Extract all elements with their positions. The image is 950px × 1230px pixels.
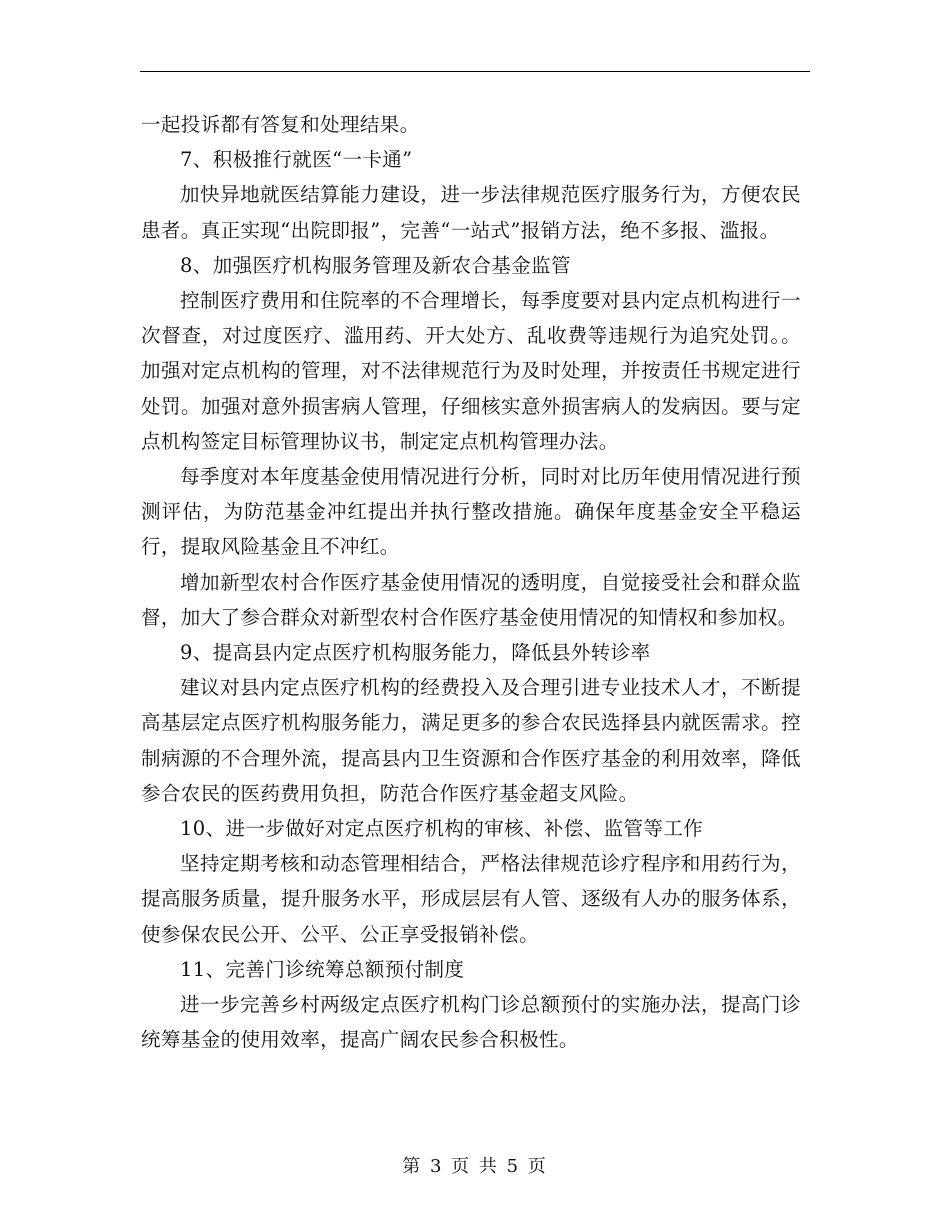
section-heading-11: 11、完善门诊统筹总额预付制度 <box>180 957 465 981</box>
document-body <box>141 107 801 1057</box>
paragraph: 坚持定期考核和动态管理相结合，严格法律规范诊疗程序和用药行为，提高服务质量，提升服务水平，形成层层有人管、逐级有人办的服务体系，使参保农民公开、公平、公正享受报销补偿。 <box>141 852 801 946</box>
paragraph: 建议对县内定点医疗机构的经费投入及合理引进专业技术人才，不断提高基层定点医疗机构服务能力，满足更多的参合农民选择县内就医需求。控制病源的不合理外流，提高县内卫生资源和合作医疗基金的利用效率，降低参合农民的医药费用负担，防范合作医疗基金超支风险。 <box>141 676 801 805</box>
section-heading-9: 9、提高县内定点医疗机构服务能力，降低县外转诊率 <box>180 641 651 665</box>
paragraph: 每季度对本年度基金使用情况进行分析，同时对比历年使用情况进行预测评估，为防范基金冲红提出并执行整改措施。确保年度基金安全平稳运行，提取风险基金且不冲红。 <box>141 465 801 559</box>
page-number-footer: 第 3 页 共 5 页 <box>402 1156 548 1177</box>
paragraph: 加快异地就医结算能力建设，进一步法律规范医疗服务行为，方便农民患者。真正实现“出院即报”，完善“一站式”报销方法，绝不多报、滥报。 <box>141 183 801 242</box>
section-heading-7: 7、积极推行就医“一卡通” <box>180 148 413 172</box>
paragraph: 进一步完善乡村两级定点医疗机构门诊总额预付的实施办法，提高门诊统筹基金的使用效率，提高广阔农民参合积极性。 <box>141 993 801 1052</box>
paragraph: 控制医疗费用和住院率的不合理增长，每季度要对县内定点机构进行一次督查，对过度医疗、滥用药、开大处方、乱收费等违规行为追究处罚。。加强对定点机构的管理，对不法律规范行为及时处理，并按责任书规定进行处罚。加强对意外损害病人管理，仔细核实意外损害病人的发病因。要与定点机构签定目标管理协议书，制定定点机构管理办法。 <box>141 289 801 453</box>
paragraph-continued: 一起投诉都有答复和处理结果。 <box>141 113 420 136</box>
section-heading-10: 10、进一步做好对定点医疗机构的审核、补偿、监管等工作 <box>180 817 704 841</box>
paragraph: 增加新型农村合作医疗基金使用情况的透明度，自觉接受社会和群众监督，加大了参合群众对新型农村合作医疗基金使用情况的知情权和参加权。 <box>141 570 801 629</box>
header-rule <box>140 71 810 72</box>
section-heading-8: 8、加强医疗机构服务管理及新农合基金监管 <box>180 253 571 277</box>
